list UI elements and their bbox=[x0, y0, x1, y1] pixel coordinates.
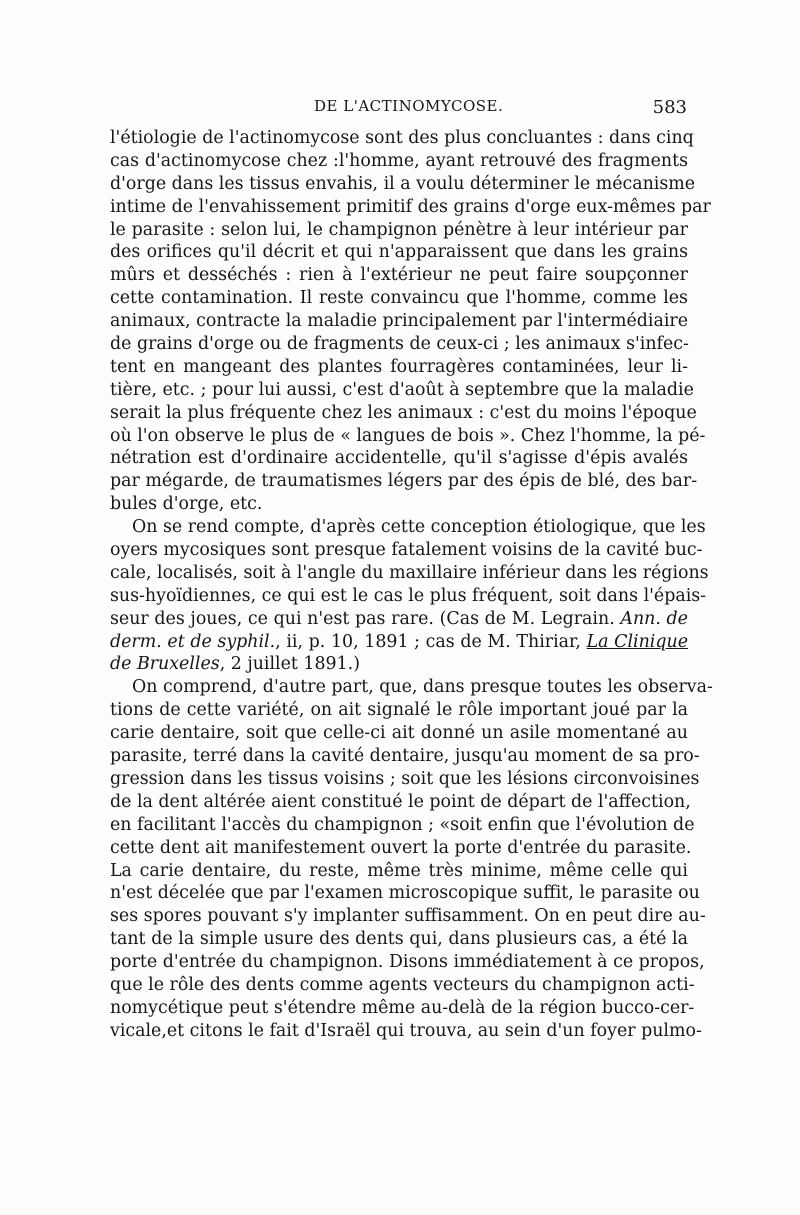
text-line-with-citation bbox=[110, 631, 688, 654]
text-line: tière, etc. ; pour lui aussi, c'est d'août à septembre que la maladie bbox=[110, 379, 694, 400]
text-line: oyers mycosiques sont presque fatalement voisins de la cavité buc- bbox=[110, 540, 703, 561]
text-line: tions de cette variété, on ait signalé le rôle important joué par la bbox=[110, 700, 688, 721]
text-line: gression dans les tissus voisins ; soit que les lésions circonvoisines bbox=[110, 768, 700, 789]
running-head: DE L'ACTINOMYCOSE. bbox=[314, 97, 504, 115]
text-line: cette dent ait manifestement ouvert la porte d'entrée du parasite. bbox=[110, 837, 692, 858]
page-number: 583 bbox=[652, 97, 687, 118]
text-segment: , 2 juillet 1891.) bbox=[219, 654, 360, 675]
text-line: vicale,et citons le fait d'Israël qui trouva, au sein d'un foyer pulmo- bbox=[110, 1020, 702, 1041]
text-line: le parasite : selon lui, le champignon pénètre à leur intérieur par bbox=[110, 219, 688, 240]
text-line: où l'on observe le plus de « langues de bois ». Chez l'homme, la pé- bbox=[110, 425, 706, 446]
text-line: cale, localisés, soit à l'angle du maxillaire inférieur dans les régions bbox=[110, 562, 709, 583]
text-line: La carie dentaire, du reste, même très minime, même celle qui bbox=[110, 860, 688, 881]
journal-title: Ann. de bbox=[620, 608, 688, 629]
text-line: n'est décelée que par l'examen microscopique suffit, le parasite ou bbox=[110, 883, 700, 904]
text-line: mûrs et desséchés : rien à l'extérieur ne peut faire soupçonner bbox=[110, 265, 688, 286]
text-line: cette contamination. Il reste convaincu que l'homme, comme les bbox=[110, 288, 688, 309]
text-line: sus-hyoïdiennes, ce qui est le cas le plus fréquent, soit dans l'épais- bbox=[110, 585, 707, 606]
text-line: On comprend, d'autre part, que, dans presque toutes les observa- bbox=[132, 677, 713, 698]
text-line: en facilitant l'accès du champignon ; «soit enfin que l'évolution de bbox=[110, 814, 695, 835]
text-line: des orifices qu'il décrit et qui n'apparaissent que dans les grains bbox=[110, 242, 688, 263]
text-line: de grains d'orge ou de fragments de ceux-ci ; les animaux s'infec- bbox=[110, 334, 689, 355]
text-line: bules d'orge, etc. bbox=[110, 494, 263, 515]
text-line: intime de l'envahissement primitif des grains d'orge eux-mêmes par bbox=[110, 196, 711, 217]
journal-title: La Clinique bbox=[586, 631, 688, 652]
text-line: par mégarde, de traumatismes légers par des épis de blé, des bar- bbox=[110, 471, 698, 492]
text-line: de la dent altérée aient constitué le point de départ de l'affection, bbox=[110, 791, 691, 812]
text-line: nomycétique peut s'étendre même au-delà de la région bucco-cer- bbox=[110, 997, 695, 1018]
text-line: cas d'actinomycose chez :l'homme, ayant retrouvé des fragments bbox=[110, 150, 688, 171]
journal-title: derm. et de syphil. bbox=[110, 631, 276, 652]
text-segment: , ii, p. 10, 1891 ; cas de M. Thiriar, bbox=[275, 631, 587, 652]
body-text bbox=[110, 127, 713, 1043]
text-line: l'étiologie de l'actinomycose sont des plus concluantes : dans cinq bbox=[110, 128, 694, 148]
text-line-with-citation bbox=[110, 653, 688, 676]
page-header bbox=[112, 97, 687, 121]
text-line-with-citation bbox=[110, 608, 688, 631]
text-line: animaux, contracte la maladie principalement par l'intermédiaire bbox=[110, 311, 688, 332]
text-line: On se rend compte, d'après cette conception étiologique, que les bbox=[132, 517, 706, 538]
text-line: tant de la simple usure des dents qui, dans plusieurs cas, a été la bbox=[110, 929, 688, 950]
text-line: porte d'entrée du champignon. Disons immédiatement à ce propos, bbox=[110, 952, 705, 973]
text-line: serait la plus fréquente chez les animaux : c'est du moins l'époque bbox=[110, 402, 697, 423]
text-line: que le rôle des dents comme agents vecteurs du champignon acti- bbox=[110, 974, 695, 995]
text-line: tent en mangeant des plantes fourragères contaminées, leur li- bbox=[110, 356, 688, 377]
text-line: parasite, terré dans la cavité dentaire, jusqu'au moment de sa pro- bbox=[110, 746, 700, 767]
text-segment: seur des joues, ce qui n'est pas rare. (Cas de M. Legrain. bbox=[110, 608, 621, 629]
text-line: carie dentaire, soit que celle-ci ait donné un asile momentané au bbox=[110, 723, 688, 744]
text-line: d'orge dans les tissus envahis, il a voulu déterminer le mécanisme bbox=[110, 173, 696, 194]
text-line: nétration est d'ordinaire accidentelle, qu'il s'agisse d'épis avalés bbox=[110, 448, 688, 469]
text-line: ses spores pouvant s'y implanter suffisamment. On en peut dire au- bbox=[110, 906, 706, 927]
journal-title: de Bruxelles bbox=[110, 654, 220, 675]
